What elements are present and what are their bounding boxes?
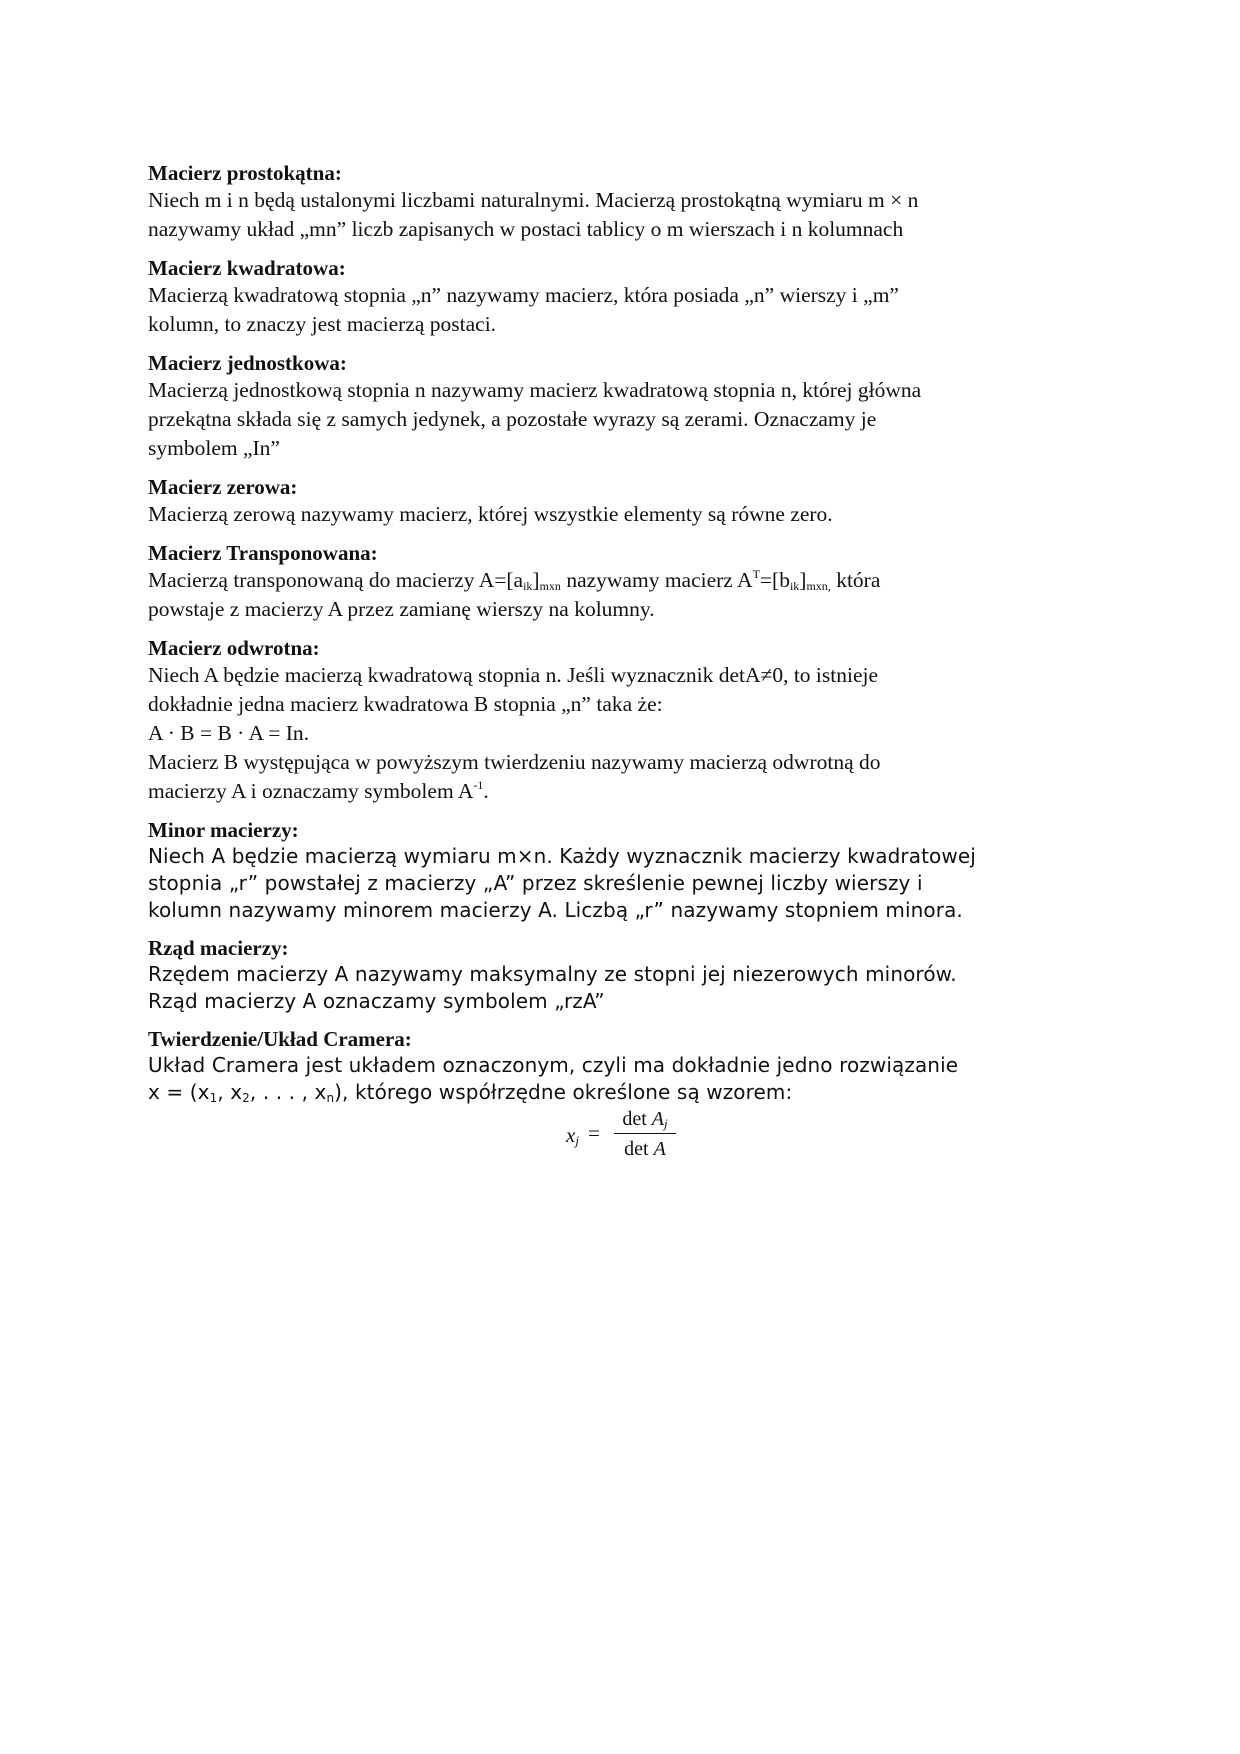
section-heading: Rząd macierzy: (148, 936, 289, 960)
cramer-formula (148, 1106, 1108, 1170)
paragraph-line: Rzędem macierzy A nazywamy maksymalny ze stopni jej niezerowych minorów. (148, 962, 957, 986)
paragraph-line: Macierzą zerową nazywamy macierz, której wszystkie elementy są równe zero. (148, 502, 833, 526)
paragraph-line: Niech A będzie macierzą kwadratową stopnia n. Jeśli wyznacznik detA≠0, to istnieje (148, 663, 879, 687)
paragraph-line: A · B = B · A = In. (148, 721, 310, 745)
paragraph-line: Niech A będzie macierzą wymiaru m×n. Każdy wyznacznik macierzy kwadratowej (148, 844, 976, 868)
section-heading: Twierdzenie/Układ Cramera: (148, 1027, 412, 1051)
paragraph-line: nazywamy układ „mn” liczb zapisanych w postaci tablicy o m wierszach i n kolumnach (148, 217, 904, 241)
formula-numerator: $\det A_j$ (622, 1108, 668, 1131)
document-page (148, 160, 1108, 1170)
paragraph-line: przekątna składa się z samych jedynek, a pozostałe wyrazy są zerami. Oznaczamy je (148, 407, 877, 431)
paragraph-line: symbolem „In” (148, 436, 280, 460)
paragraph-line: Układ Cramera jest układem oznaczonym, czyli ma dokładnie jedno rozwiązanie (148, 1053, 959, 1077)
fraction-bar (614, 1133, 676, 1134)
paragraph-line: powstaje z macierzy A przez zamianę wierszy na kolumny. (148, 597, 655, 621)
paragraph-line: Macierzą jednostkową stopnia n nazywamy macierz kwadratową stopnia n, której główna (148, 378, 922, 402)
paragraph-line: Macierz B występująca w powyższym twierdzeniu nazywamy macierzą odwrotną do (148, 750, 881, 774)
formula-fraction (610, 1106, 680, 1162)
paragraph-line: dokładnie jedna macierz kwadratowa B stopnia „n” taka że: (148, 692, 663, 716)
section-heading: Macierz odwrotna: (148, 636, 320, 660)
formula-equals: = (588, 1121, 600, 1145)
section-heading: Macierz prostokątna: (148, 161, 342, 185)
paragraph-line: stopnia „r” powstałej z macierzy „A” przez skreślenie pewnej liczby wierszy i (148, 871, 923, 895)
paragraph-line: Niech m i n będą ustalonymi liczbami naturalnymi. Macierzą prostokątną wymiaru m × n (148, 188, 919, 212)
paragraph-line: kolumn, to znaczy jest macierzą postaci. (148, 312, 497, 336)
section-heading: Macierz zerowa: (148, 475, 298, 499)
paragraph-line: Rząd macierzy A oznaczamy symbolem „rzA” (148, 989, 605, 1013)
paragraph-line: Macierzą kwadratową stopnia „n” nazywamy macierz, która posiada „n” wierszy i „m” (148, 283, 899, 307)
section-heading: Macierz kwadratowa: (148, 256, 346, 280)
formula-lhs: $x_j$ (566, 1123, 579, 1148)
section-heading: Macierz jednostkowa: (148, 351, 347, 375)
formula-denominator: det A (624, 1138, 666, 1160)
section-heading: Macierz Transponowana: (148, 541, 378, 565)
paragraph-line-cramer: $x = (x_1$, $x_2$, . . . , $x_n$), którego współrzędne określone są wzorem: (148, 1080, 793, 1105)
paragraph-line-inverse: macierzy A i oznaczamy symbolem $A^{-1}$. (148, 778, 489, 803)
paragraph-line: kolumn nazywamy minorem macierzy A. Liczbą „r” nazywamy stopniem minora. (148, 898, 963, 922)
paragraph-line-transpose: Macierzą transponowaną do macierzy $A=[a_{ik}]_{mxn}$ nazywamy macierz $A^T=[b_{ik}]_{mxn,}$ która (148, 567, 881, 593)
section-heading: Minor macierzy: (148, 818, 299, 842)
